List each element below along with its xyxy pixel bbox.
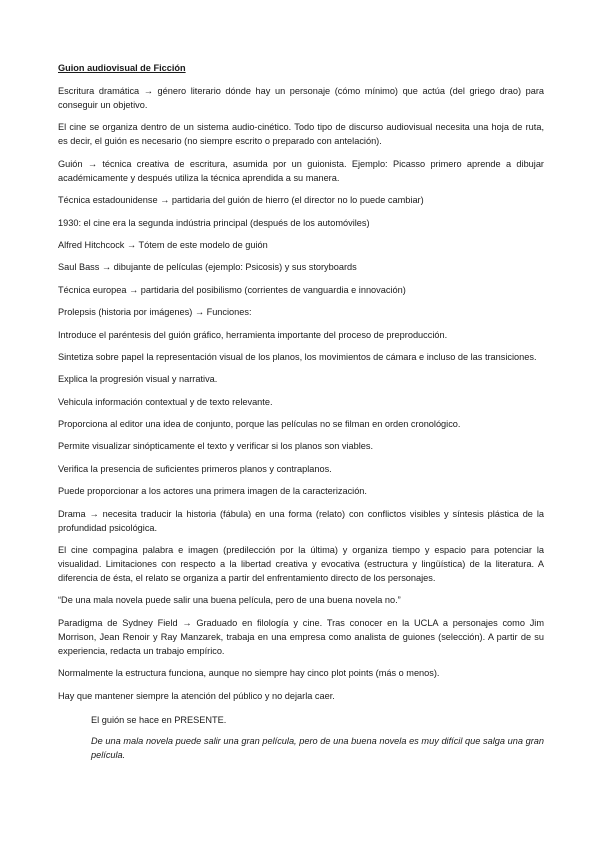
- paragraph: Drama → necesita traducir la historia (fábula) en una forma (relato) con conflictos visibles y síntesis plástica de la profundidad psicológica.: [58, 508, 544, 533]
- indented-italic-paragraph: De una mala novela puede salir una gran película, pero de una buena novela es muy difícil que salga una gran película.: [91, 735, 544, 760]
- paragraph: Verifica la presencia de suficientes primeros planos y contraplanos.: [58, 463, 332, 474]
- paragraph: Escritura dramática → género literario dónde hay un personaje (cómo mínimo) que actúa (del griego drao) para conseguir un objetivo.: [58, 86, 544, 110]
- paragraph: Puede proporcionar a los actores una primera imagen de la caracterización.: [58, 486, 367, 497]
- paragraph: Hay que mantener siempre la atención del público y no dejarla caer.: [58, 690, 335, 701]
- paragraph: Guión → técnica creativa de escritura, asumida por un guionista. Ejemplo: Picasso primero aprende a dibujar académicamente y después utiliza la técnica aprendida a su manera.: [58, 158, 544, 183]
- paragraph: Técnica europea → partidaria del posibilismo (corrientes de vanguardia e innovación): [58, 284, 406, 295]
- paragraph: Prolepsis (historia por imágenes) → Funciones:: [58, 307, 252, 318]
- paragraph: Vehicula información contextual y de texto relevante.: [58, 396, 273, 407]
- paragraph: El cine compagina palabra e imagen (predilección por la última) y organiza tiempo y espacio para potenciar la visualidad. Limitaciones con respecto a la libertad creativa y evocativa (estructura y lingüística) de la literatura. A diferencia de ésta, el relato se organiza a partir del enfrentamiento directo de los personajes.: [58, 545, 544, 584]
- indented-block: [58, 713, 544, 762]
- quote-paragraph: “De una mala novela puede salir una buena película, pero de una buena novela no.”: [58, 595, 401, 606]
- document-body: [58, 62, 544, 769]
- paragraph: El cine se organiza dentro de un sistema audio-cinético. Todo tipo de discurso audiovisual necesita una hoja de ruta, es decir, el guión es necesario (no siempre escrito o preparado con antelación).: [58, 122, 544, 147]
- paragraph: Permite visualizar sinópticamente el texto y verificar si los planos son viables.: [58, 441, 374, 452]
- paragraph: Introduce el paréntesis del guión gráfico, herramienta importante del proceso de preproducción.: [58, 329, 448, 340]
- paragraph: Normalmente la estructura funciona, aunque no siempre hay cinco plot points (más o menos).: [58, 668, 440, 679]
- indented-paragraph: El guión se hace en PRESENTE.: [91, 714, 227, 725]
- paragraph: Saul Bass → dibujante de películas (ejemplo: Psicosis) y sus storyboards: [58, 262, 357, 273]
- paragraph: Proporciona al editor una idea de conjunto, porque las películas no se filman en orden cronológico.: [58, 419, 461, 430]
- paragraph: Alfred Hitchcock → Tótem de este modelo de guión: [58, 239, 268, 250]
- paragraph: 1930: el cine era la segunda indústria principal (después de los automóviles): [58, 217, 370, 228]
- paragraph: Técnica estadounidense → partidaria del guión de hierro (el director no lo puede cambiar): [58, 195, 424, 206]
- paragraph: Explica la progresión visual y narrativa.: [58, 374, 218, 385]
- document-title: Guion audiovisual de Ficción: [58, 63, 186, 73]
- paragraph: Sintetiza sobre papel la representación visual de los planos, los movimientos de cámara e incluso de las transiciones.: [58, 351, 537, 362]
- paragraph: Paradigma de Sydney Field → Graduado en filología y cine. Tras conocer en la UCLA a personajes como Jim Morrison, Jean Renoir y Ray Manzarek, trabaja en una empresa como analista de guiones (selección). A partir de su experiencia, redacta un trabajo empírico.: [58, 617, 544, 656]
